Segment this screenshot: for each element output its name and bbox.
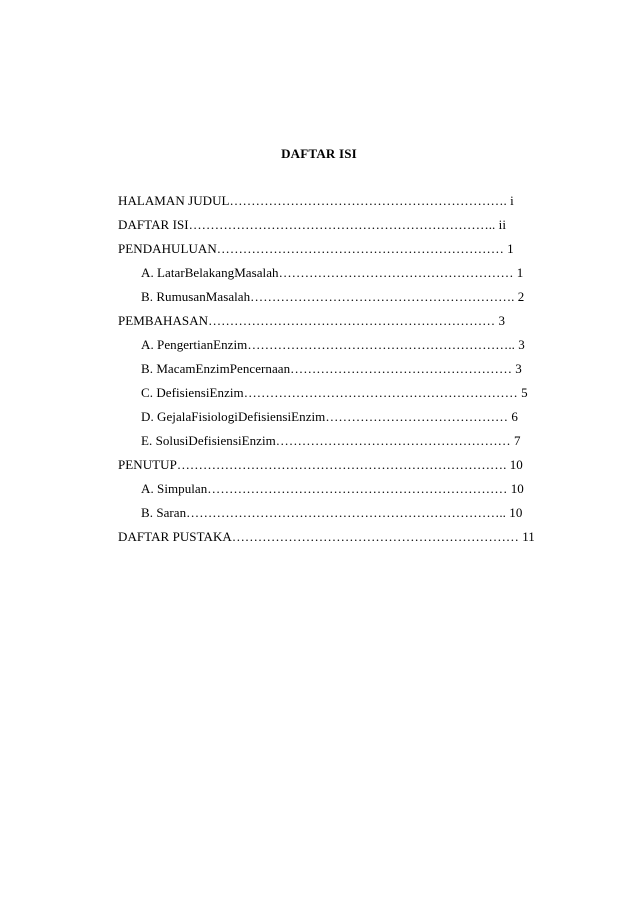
toc-subentry-rumusan-masalah: B. RumusanMasalah……………………………………………………. 2 (141, 289, 525, 304)
toc-subentry-simpulan: A. Simpulan…………………………………………………………… 10 (141, 481, 524, 496)
page-title: DAFTAR ISI (281, 146, 357, 161)
toc-entry-penutup: PENUTUP…………………………………………………………………. 10 (118, 457, 523, 472)
toc-entry-pendahuluan: PENDAHULUAN………………………………………………………… 1 (118, 241, 514, 256)
toc-entry-daftar-pustaka: DAFTAR PUSTAKA………………………………………………………… 11 (118, 529, 535, 544)
toc-entry-halaman-judul: HALAMAN JUDUL………………………………………………………. i (118, 193, 514, 208)
toc-subentry-latar-belakang: A. LatarBelakangMasalah……………………………………………… 1 (141, 265, 524, 280)
toc-subentry-solusi-defisiensi: E. SolusiDefisiensiEnzim……………………………………………… 7 (141, 433, 521, 448)
toc-subentry-defisiensi-enzim: C. DefisiensiEnzim……………………………………………………… 5 (141, 385, 528, 400)
toc-subentry-macam-enzim: B. MacamEnzimPencernaan…………………………………………… 3 (141, 361, 522, 376)
toc-entry-daftar-isi: DAFTAR ISI…………………………………………………………….. ii (118, 217, 506, 232)
toc-subentry-pengertian-enzim: A. PengertianEnzim…………………………………………………….. 3 (141, 337, 525, 352)
toc-subentry-saran: B. Saran……………………………………………………………….. 10 (141, 505, 523, 520)
toc-subentry-gejala-fisiologi: D. GejalaFisiologiDefisiensiEnzim…………………………………… 6 (141, 409, 518, 424)
toc-entry-pembahasan: PEMBAHASAN………………………………………………………… 3 (118, 313, 506, 328)
